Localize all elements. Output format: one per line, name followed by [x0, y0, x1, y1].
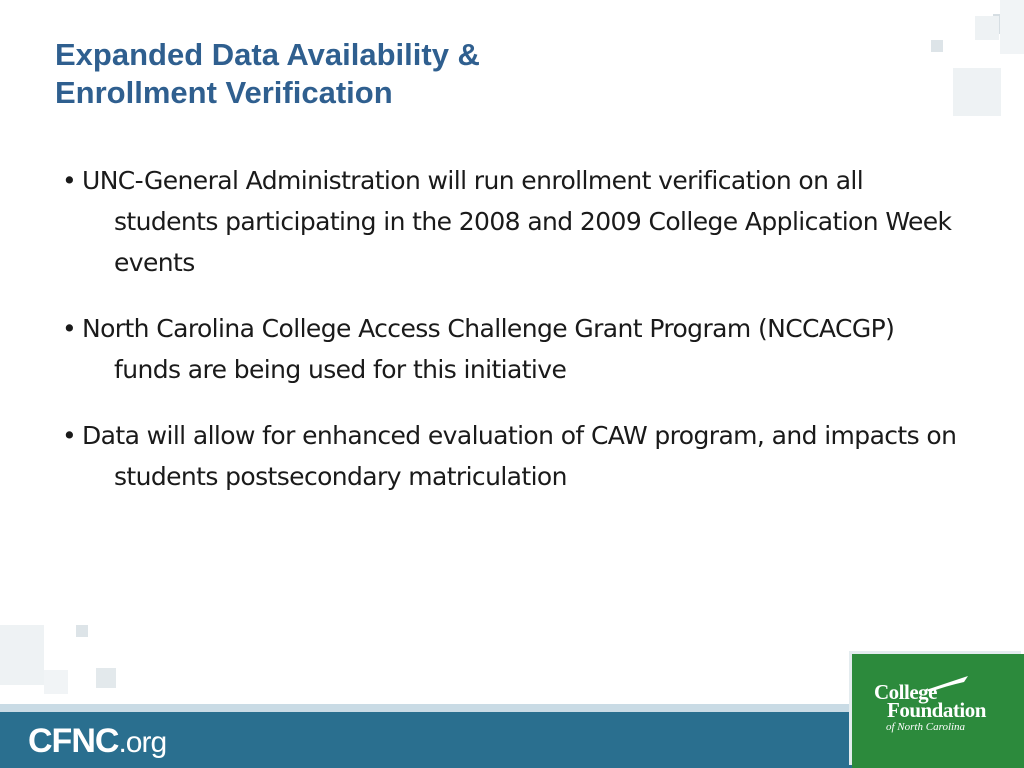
bullet-text: Data will allow for enhanced evaluation of CAW program, and impacts on students postsecondary matriculation — [82, 421, 957, 491]
bullet-dot: • — [62, 421, 77, 450]
decor-square — [96, 668, 116, 688]
decor-square — [1000, 0, 1024, 54]
bullet-text: North Carolina College Access Challenge Grant Program (NCCACGP) funds are being used for this initiative — [82, 314, 895, 384]
decor-square — [975, 16, 999, 40]
slide-title — [55, 36, 755, 112]
decor-square — [76, 625, 88, 637]
decor-square — [44, 670, 68, 694]
bullet-dot: • — [62, 166, 77, 195]
bullet-list — [62, 160, 962, 522]
title-line-1: Expanded Data Availability & — [55, 37, 480, 72]
bullet-item — [62, 160, 962, 283]
logo-line-1: College — [874, 680, 937, 704]
cfnc-brand-name: CFNC — [28, 722, 119, 760]
logo-line-2: Foundation — [887, 698, 986, 722]
decor-square — [953, 68, 1001, 116]
cfnc-brand-suffix: .org — [118, 726, 167, 759]
logo-line-3: of North Carolina — [886, 721, 966, 733]
bullet-text: UNC-General Administration will run enrollment verification on all students participating in the 2008 and 2009 College Application Week events — [82, 166, 952, 277]
bullet-item — [62, 308, 962, 390]
bullet-dot: • — [62, 314, 77, 343]
college-foundation-logo — [852, 654, 1024, 768]
decor-square — [931, 40, 943, 52]
title-line-2: Enrollment Verification — [55, 75, 393, 110]
bullet-item — [62, 415, 962, 497]
decor-square — [0, 625, 44, 685]
cfnc-brand[interactable] — [28, 722, 166, 761]
